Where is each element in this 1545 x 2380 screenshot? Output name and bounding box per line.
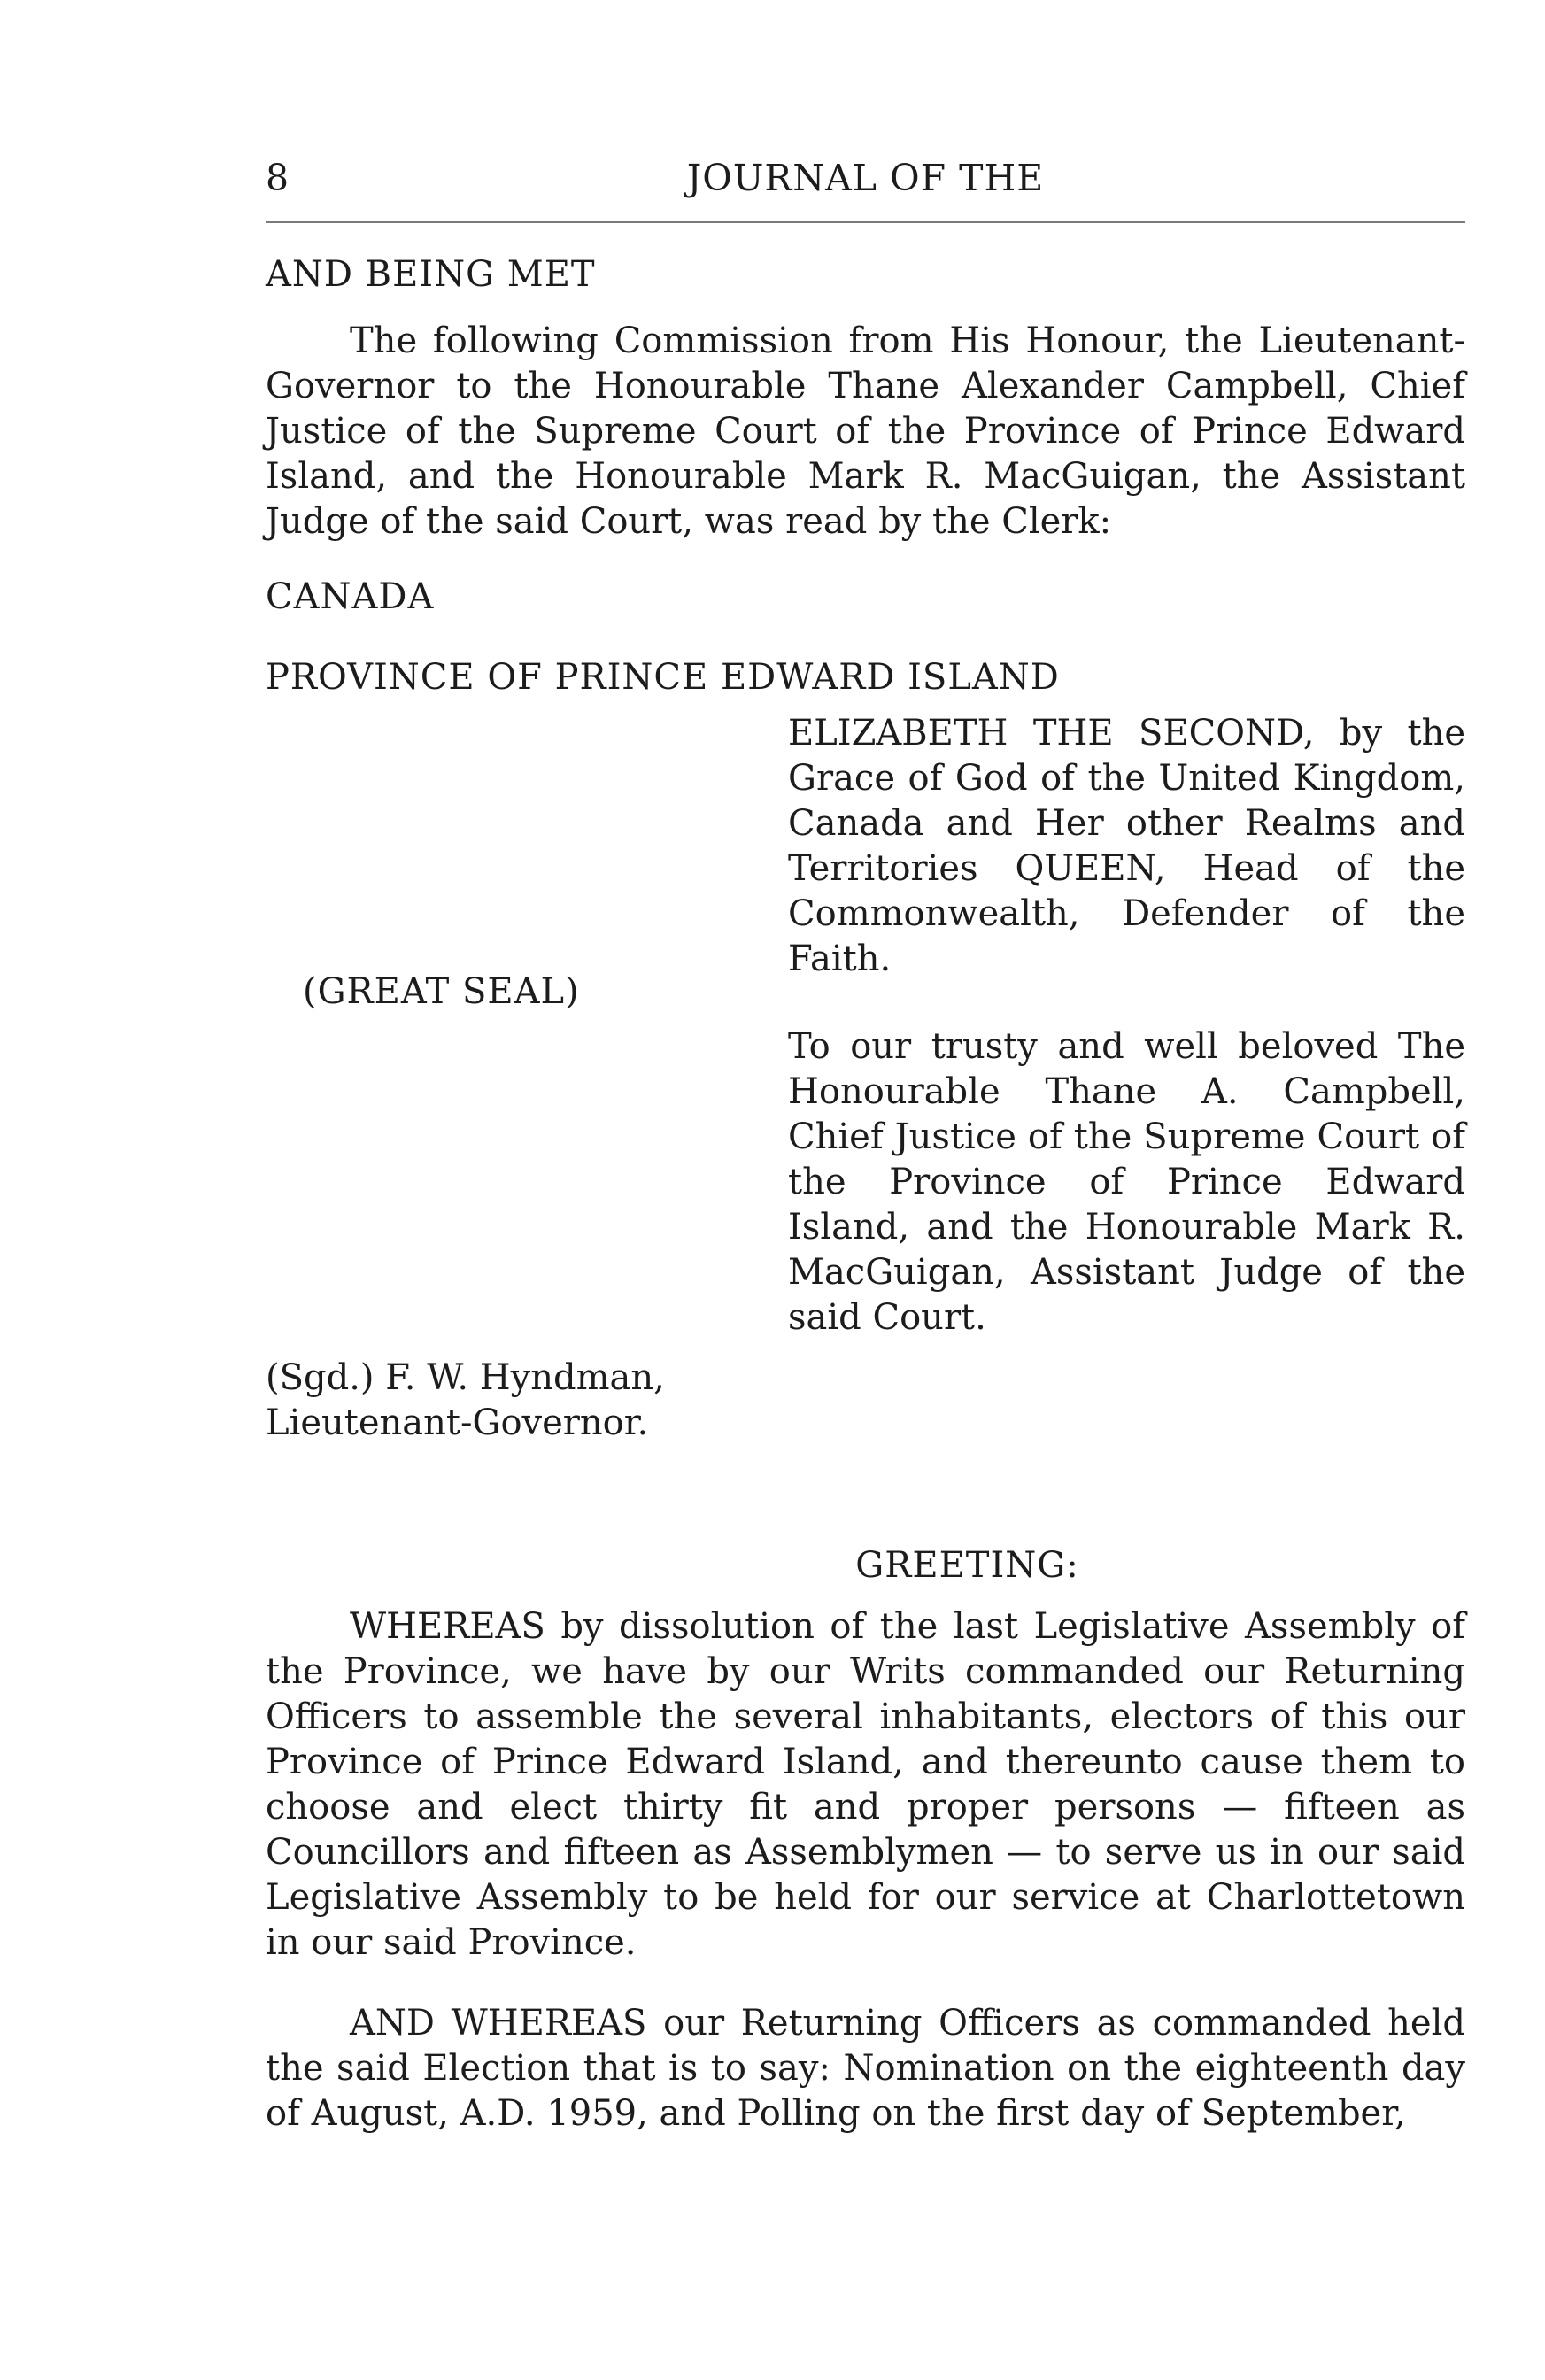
greeting: GREETING: <box>855 1545 1079 1586</box>
province-heading: PROVINCE OF PRINCE EDWARD ISLAND <box>266 657 1060 698</box>
commission-block <box>266 711 1465 1508</box>
page-number: 8 <box>266 157 290 199</box>
signature-title: Lieutenant-Governor. <box>266 1402 649 1443</box>
running-head: JOURNAL OF THE <box>686 157 1045 199</box>
whereas-paragraph: WHEREAS by dissolution of the last Legislative Assembly of the Province, we have by our Writs commanded our Returning Officers to assemble the several inhabitants, electors of this our Province of Prince Edward Island, and thereunto cause them to choose and elect thirty fit and proper persons — fifteen as Councillors and fifteen as Assemblymen — to serve us in our said Legislative Assembly to be held for our service at Charlottetown in our said Province. <box>266 1606 1465 1963</box>
section-heading: AND BEING MET <box>266 254 596 295</box>
signature-block <box>266 1356 665 1446</box>
address-paragraph: To our trusty and well beloved The Honourable Thane A. Campbell, Chief Justice of the Supreme Court of the Province of Prince Edward Island, and the Honourable Mark R. MacGuigan, Assistant Judge of the said Court. <box>788 1026 1465 1338</box>
intro-paragraph: The following Commission from His Honour, the Lieutenant-Governor to the Honourable Thane Alexander Campbell, Chief Justice of the Supreme Court of the Province of Prince Edward Island, and the Honourable Mark R. MacGuigan, the Assistant Judge of the said Court, was read by the Clerk: <box>266 321 1465 542</box>
page-body <box>266 252 1465 2137</box>
country-heading: CANADA <box>266 576 435 617</box>
royal-style-paragraph: ELIZABETH THE SECOND, by the Grace of God of the United Kingdom, Canada and Her other Realms and Territories QUEEN, Head of the Commonwealth, Defender of the Faith. <box>788 713 1465 979</box>
header-rule <box>266 221 1465 223</box>
signature-line: (Sgd.) F. W. Hyndman, <box>266 1357 665 1398</box>
and-whereas-paragraph: AND WHEREAS our Returning Officers as commanded held the said Election that is to say: Nomination on the eighteenth day of August, A.D. 1959, and Polling on the first day of September, <box>266 2003 1465 2134</box>
commission-right-column <box>788 711 1465 1341</box>
page-header <box>266 155 1465 208</box>
great-seal-label: (GREAT SEAL) <box>303 971 580 1012</box>
commission-left-column <box>266 711 726 1508</box>
